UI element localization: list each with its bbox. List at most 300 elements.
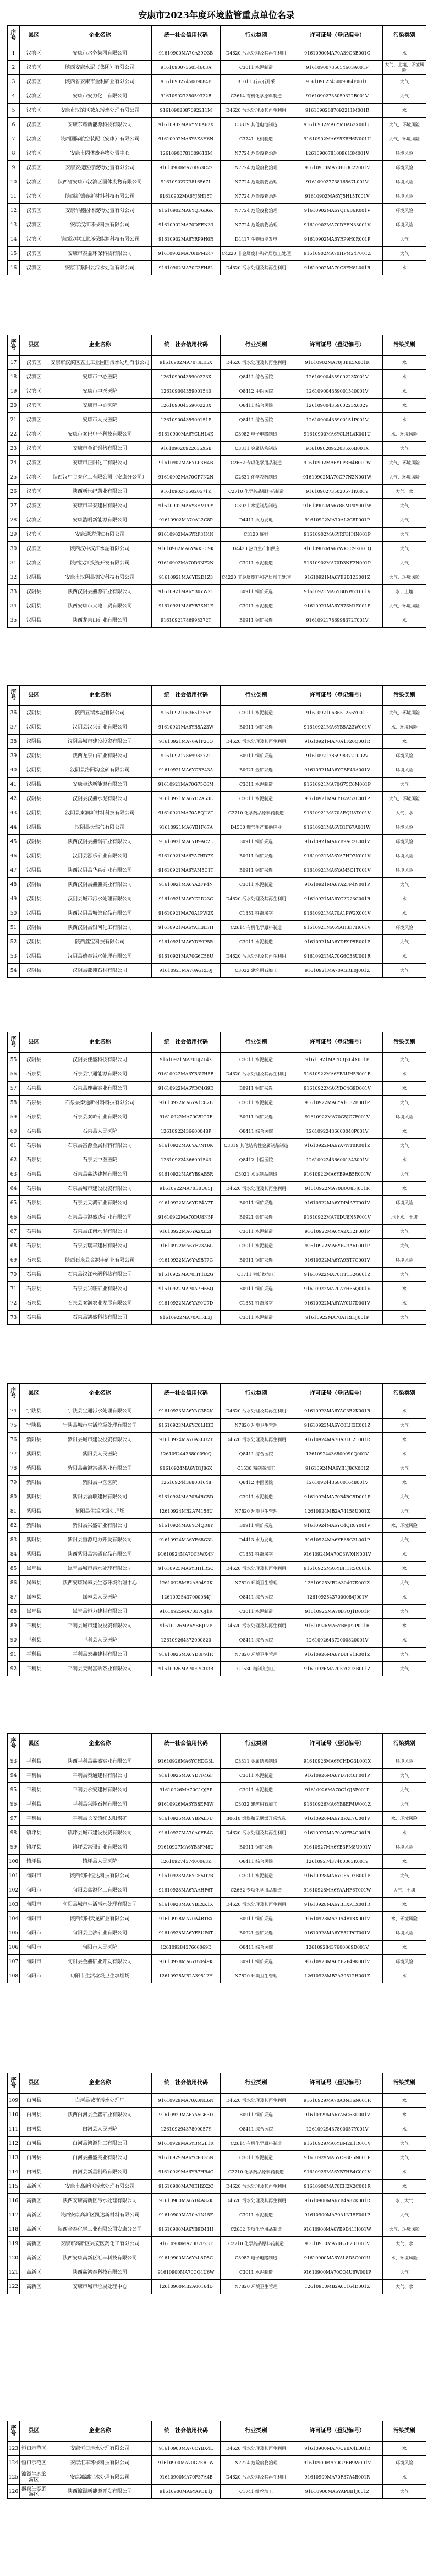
- company-name: 平利县永安建材有限公司: [48, 1783, 152, 1797]
- county-cell: 汉阴县: [20, 735, 48, 749]
- county-cell: 汉阴县: [20, 599, 48, 613]
- row-number: 13: [8, 218, 20, 232]
- license-number: 91610902773816567L001V: [292, 175, 383, 189]
- credit-code: 91610926MA6YCHDG3L: [152, 1754, 221, 1769]
- license-number: 91610921MA6YAH3E7H001V: [292, 921, 383, 935]
- credit-code: 12610927437400063K: [152, 1855, 221, 1869]
- credit-code: 91610922MA6YA7NT0K: [152, 1139, 221, 1153]
- row-number: 76: [8, 1433, 20, 1447]
- table-row: [8, 1648, 426, 1662]
- pollution-category: 环境风险: [383, 1196, 426, 1210]
- column-header: 行业类别: [221, 26, 292, 46]
- row-number: 86: [8, 1576, 20, 1590]
- license-number: 12610922436600048P001V: [292, 1124, 383, 1139]
- column-header: 统一社会信用代码: [152, 335, 221, 356]
- credit-code: 12610900435900223X: [152, 399, 221, 413]
- row-number: 60: [8, 1124, 20, 1139]
- license-number: 91610921MA70G6C58U001R: [292, 949, 383, 964]
- pollution-category: 水: [383, 1590, 426, 1605]
- company-name: 陕西鑫鸿泰科技有限公司: [48, 2265, 152, 2280]
- license-number: 91610922MA6YAY0U7D001V: [292, 1296, 383, 1311]
- license-number: 91610924MA6YB1J86X001Z: [292, 1461, 383, 1476]
- license-number: 91610922MA70DU8N5P001V: [292, 1210, 383, 1225]
- industry-category: D4620 污水处理及其再生利用: [221, 1619, 292, 1633]
- industry-category: B0911 铜矿采选: [221, 720, 292, 735]
- county-cell: 岚皋县: [20, 1576, 48, 1590]
- pollution-category: 环境风险: [383, 820, 426, 835]
- industry-category: C4220 非金属废料和碎屑加工处理: [221, 247, 292, 261]
- county-cell: 平利县: [20, 1633, 48, 1648]
- row-number: 90: [8, 1633, 20, 1648]
- license-number: 91610927MA6YB3FM8U001V: [292, 1840, 383, 1855]
- county-cell: 镇坪县: [20, 1840, 48, 1855]
- credit-code: 91610902MA70CP7N2N: [152, 470, 221, 485]
- industry-category: B0911 铜矿采选: [221, 1840, 292, 1855]
- row-number: 65: [8, 1196, 20, 1210]
- credit-code: 91610900MA6YCLHL4K: [152, 427, 221, 442]
- credit-code: 91610921MA6YB5A23W: [152, 720, 221, 735]
- license-number: 91610922MA6YDC4G9D001V: [292, 1082, 383, 1096]
- county-cell: 紫阳县: [20, 1447, 48, 1461]
- row-number: 75: [8, 1419, 20, 1433]
- column-header: 序号: [8, 1032, 20, 1053]
- license-number: 91610926MA6YD7R46F001P: [292, 1769, 383, 1783]
- pollution-category: 水、环境风险: [383, 2251, 426, 2265]
- table-row: [8, 792, 426, 806]
- license-number: 91610923MA6YAC3R2K001R: [292, 1404, 383, 1419]
- row-number: 40: [8, 763, 20, 778]
- pollution-category: 大气: [383, 1869, 426, 1883]
- industry-category: C3011 水泥制造: [221, 878, 292, 892]
- company-name: 安康市泰益环保科技有限公司: [48, 247, 152, 261]
- industry-category: B0911 铜矿采选: [221, 849, 292, 863]
- table-header-row: [8, 1032, 426, 1053]
- credit-code: 12610924436800090Q: [152, 1447, 221, 1461]
- credit-code: 91610902MA70DFEN33: [152, 218, 221, 232]
- license-number: 91610924MA70C3WX4N001V: [292, 1547, 383, 1562]
- industry-category: N7724 危险废物治理: [221, 146, 292, 161]
- license-number: 91610921MA70A1F20Q001R: [292, 735, 383, 749]
- credit-code: 91610922MA6YDC4G9D: [152, 1082, 221, 1096]
- company-name: 镇坪县城市建设投资有限公司: [48, 1826, 152, 1840]
- pollution-category: 水: [383, 2122, 426, 2137]
- license-number: 91610928MA70A4BT8X001V: [292, 1912, 383, 1926]
- county-cell: 石泉县: [20, 1110, 48, 1124]
- industry-category: N7724 危险废物治理: [221, 2456, 292, 2470]
- pollution-category: 水: [383, 356, 426, 370]
- industry-category: B0921 金矿采选: [221, 1210, 292, 1225]
- monitoring-units-table: [7, 25, 426, 275]
- credit-code: 91610926MA70C1QJ5P: [152, 1783, 221, 1797]
- company-name: 安康市中心医院: [48, 370, 152, 384]
- credit-code: 91610926MA6YB8EF4W: [152, 1797, 221, 1812]
- table-row: [8, 735, 426, 749]
- column-header: 统一社会信用代码: [152, 2073, 221, 2094]
- industry-category: B0911 铜矿采选: [221, 749, 292, 763]
- industry-category: B0911 铜矿采选: [221, 585, 292, 599]
- credit-code: 916109020922035X6B: [152, 442, 221, 456]
- county-cell: 平利县: [20, 1797, 48, 1812]
- pollution-category: 地下水、土壤: [383, 1210, 426, 1225]
- row-number: 80: [8, 1490, 20, 1504]
- pollution-category: 环境风险: [383, 175, 426, 189]
- credit-code: 12610928437600069D: [152, 1941, 221, 1955]
- credit-code: 91610902MA6Y5K8H6N: [152, 132, 221, 146]
- company-name: 宁陕县城市生活垃圾处理有限公司: [48, 1419, 152, 1433]
- company-name: 石泉县秦通新材料科技有限公司: [48, 1096, 152, 1110]
- pollution-category: 水、大气: [383, 2194, 426, 2208]
- industry-category: C3021 水泥制品制造: [221, 1167, 292, 1182]
- pollution-category: 大气: [383, 1783, 426, 1797]
- credit-code: 91610902MA70C3FH8L: [152, 261, 221, 275]
- license-number: 12610900435900223X001V: [292, 370, 383, 384]
- license-number: 91610922MA6YB3UH5B001R: [292, 1067, 383, 1082]
- pollution-category: 环境风险: [383, 1110, 426, 1124]
- industry-category: D4430 热力生产和供应: [221, 542, 292, 556]
- column-header: 行业类别: [221, 1734, 292, 1754]
- row-number: 106: [8, 1941, 20, 1955]
- company-name: 石泉县宇通能源有限公司: [48, 1067, 152, 1082]
- credit-code: 91610924MA70B4RC5D: [152, 1490, 221, 1504]
- county-cell: 石泉县: [20, 1239, 48, 1253]
- column-header: 统一社会信用代码: [152, 1384, 221, 1404]
- row-number: 33: [8, 585, 20, 599]
- column-header: 企业名称: [48, 686, 152, 706]
- credit-code: 91610922MA6YB3UH5B: [152, 1067, 221, 1082]
- license-number: 91610929MA6YA5G63D001V: [292, 2108, 383, 2122]
- county-cell: 石泉县: [20, 1282, 48, 1296]
- table-row: [8, 1196, 426, 1210]
- row-number: 4: [8, 89, 20, 104]
- column-header: 企业名称: [48, 26, 152, 46]
- monitoring-units-table: [7, 1383, 426, 1676]
- credit-code: 91610900MA6YAL8D5C: [152, 2251, 221, 2265]
- license-number: 91610902MA6YQF6B6K001V: [292, 204, 383, 218]
- credit-code: 91610922MA6YE23A6L: [152, 1239, 221, 1253]
- company-name: 陕西五瑞水泥有限公司: [48, 706, 152, 720]
- credit-code: 91610922MA6YA9BT7G: [152, 1253, 221, 1268]
- license-number: 12610928MB2A39512H001Z: [292, 1969, 383, 1983]
- monitoring-units-table: [7, 2421, 426, 2499]
- credit-code: 12610929437800057Y: [152, 2122, 221, 2137]
- license-number: 91610921MA70BJ2L4X001P: [292, 1053, 383, 1067]
- license-number: 91610921MA6YDE9P5R001P: [292, 935, 383, 949]
- company-name: 汉阴县秦润新材料科技有限公司: [48, 806, 152, 820]
- company-name: 安康恒口污水处理有限公司: [48, 2442, 152, 2456]
- industry-category: D4620 污水处理及其再生利用: [221, 2094, 292, 2108]
- company-name: 白河县鑫盛实业有限公司: [48, 2151, 152, 2165]
- table-row: [8, 1898, 426, 1912]
- license-number: 91610921MA70AGRE0J001Z: [292, 964, 383, 978]
- row-number: 57: [8, 1082, 20, 1096]
- county-cell: 汉滨区: [20, 456, 48, 470]
- table-row: [8, 2280, 426, 2294]
- industry-category: D4620 污水处理及其再生利用: [221, 2470, 292, 2485]
- company-name: 陕西白河县金鑫矿业有限公司: [48, 2108, 152, 2122]
- industry-category: C3011 水泥制造: [221, 556, 292, 570]
- license-number: 91610921786998372T001V: [292, 613, 383, 628]
- company-name: 石泉县秦润农业发展有限公司: [48, 1296, 152, 1311]
- license-number: 91610926MA6YBPAL7U001V: [292, 1812, 383, 1826]
- county-cell: 岚皋县: [20, 1562, 48, 1576]
- table-row: [8, 1182, 426, 1196]
- company-name: 石泉县秦岭矿业有限公司: [48, 1110, 152, 1124]
- industry-category: C1351 牲畜屠宰: [221, 1547, 292, 1562]
- column-header: 县区: [20, 2073, 48, 2094]
- county-cell: 汉滨区: [20, 118, 48, 132]
- pollution-category: 环境风险: [383, 189, 426, 204]
- county-cell: 紫阳县: [20, 1533, 48, 1547]
- license-number: 91610921MA6YC2D23C001R: [292, 892, 383, 906]
- table-row: [8, 1404, 426, 1419]
- row-number: 123: [8, 2442, 20, 2456]
- table-row: [8, 863, 426, 878]
- credit-code: 91610902MA70D3NF2N: [152, 556, 221, 570]
- company-name: 白河县新星制药有限公司: [48, 2165, 152, 2180]
- column-header: 污染类别: [383, 1032, 426, 1053]
- pollution-category: 水: [383, 1082, 426, 1096]
- county-cell: 石泉县: [20, 1253, 48, 1268]
- table-row: [8, 585, 426, 599]
- industry-category: C3011 水泥制造: [221, 1605, 292, 1619]
- pollution-category: 水: [383, 370, 426, 384]
- county-cell: 瀛湖生态旅游区: [20, 2485, 48, 2499]
- county-cell: 旬阳市: [20, 1941, 48, 1955]
- table-row: [8, 1883, 426, 1898]
- credit-code: 91610921MA70G6C58U: [152, 949, 221, 964]
- county-cell: 汉滨区: [20, 89, 48, 104]
- license-number: 91610928MA6YB2P49K001V: [292, 1955, 383, 1969]
- license-number: 91610902MA70HPM247001Z: [292, 247, 383, 261]
- table-row: [8, 1210, 426, 1225]
- table-row: [8, 1633, 426, 1648]
- company-name: 旬阳市生活垃圾卫生填埋场: [48, 1969, 152, 1983]
- county-cell: 石泉县: [20, 1096, 48, 1110]
- table-header-row: [8, 2073, 426, 2094]
- license-number: 91610900MA6YB9D41H001W: [292, 2222, 383, 2237]
- company-name: 石泉县金源盛达矿业有限公司: [48, 1210, 152, 1225]
- license-number: 12610900435900151P001V: [292, 413, 383, 427]
- company-name: 陕西龙泉山矿业有限公司: [48, 613, 152, 628]
- company-name: 白河县鸿源化工有限公司: [48, 2137, 152, 2151]
- credit-code: 91610922MA70DU8N5P: [152, 1210, 221, 1225]
- row-number: 41: [8, 778, 20, 792]
- pollution-category: 水: [383, 892, 426, 906]
- credit-code: 12610925MB2A30497K: [152, 1576, 221, 1590]
- industry-category: D4620 污水处理及其再生利用: [221, 356, 292, 370]
- pollution-category: 水、环境风险: [383, 1912, 426, 1926]
- credit-code: 91610902735059322B: [152, 89, 221, 104]
- pollution-category: 水: [383, 46, 426, 61]
- pollution-category: 大气、环境风险: [383, 118, 426, 132]
- pollution-category: 大气、土壤: [383, 1883, 426, 1898]
- county-cell: 紫阳县: [20, 1490, 48, 1504]
- table-row: [8, 427, 426, 442]
- credit-code: 126109264372000820: [152, 1633, 221, 1648]
- industry-category: C2614 有机化学原料制造: [221, 89, 292, 104]
- license-number: 12610924MB2A74158U001Z: [292, 1504, 383, 1519]
- industry-category: C1741 缫丝加工: [221, 2485, 292, 2499]
- license-number: 916109020922035X6B001X: [292, 442, 383, 456]
- company-name: 安康汉江环保科技有限公司: [48, 218, 152, 232]
- row-number: 73: [8, 1311, 20, 1325]
- credit-code: 91610928MA6YCF5D7B: [152, 1869, 221, 1883]
- column-header: 企业名称: [48, 2073, 152, 2094]
- industry-category: C3311 金属结构制造: [221, 1754, 292, 1769]
- pollution-category: 大气: [383, 1225, 426, 1239]
- company-name: 安康市高新区污水处理有限公司: [48, 2180, 152, 2194]
- license-number: 91610926MA6YCHDG3L001X: [292, 1754, 383, 1769]
- pollution-category: 大气、环境风险: [383, 792, 426, 806]
- license-number: 91610922MA6YB9AB5R001W: [292, 1167, 383, 1182]
- license-number: 91610926MA6YB8EF4W001Z: [292, 1797, 383, 1812]
- license-number: 91610900MA6YAL8D5C001U: [292, 2251, 383, 2265]
- county-cell: 旬阳市: [20, 1926, 48, 1941]
- pollution-category: 大气、水: [383, 2237, 426, 2251]
- credit-code: 91610921MA6YE2D1Z3: [152, 570, 221, 585]
- company-name: 安康市金汇钢构有限公司: [48, 442, 152, 456]
- pollution-category: 大气: [383, 499, 426, 513]
- county-cell: 汉滨区: [20, 427, 48, 442]
- table-row: [8, 2251, 426, 2265]
- column-header: 县区: [20, 1734, 48, 1754]
- pollution-category: 大气: [383, 1648, 426, 1662]
- table-row: [8, 1490, 426, 1504]
- industry-category: D4620 污水处理及其再生利用: [221, 261, 292, 275]
- table-row: [8, 1955, 426, 1969]
- county-cell: 宁陕县: [20, 1404, 48, 1419]
- pollution-category: 大气: [383, 1311, 426, 1325]
- company-name: 石泉县瑞丰建材有限公司: [48, 1239, 152, 1253]
- row-number: 85: [8, 1562, 20, 1576]
- pollution-category: 大气、环境风险: [383, 132, 426, 146]
- company-name: 安康汇丰环保科技有限公司: [48, 2456, 152, 2470]
- industry-category: B0911 铜矿采选: [221, 1912, 292, 1926]
- industry-category: Q8411 综合医院: [221, 1447, 292, 1461]
- county-cell: 旬阳市: [20, 1869, 48, 1883]
- industry-category: N7724 危险废物治理: [221, 175, 292, 189]
- county-cell: 汉阴县: [20, 921, 48, 935]
- row-number: 109: [8, 2094, 20, 2108]
- industry-category: C3741 飞机制造: [221, 132, 292, 146]
- county-cell: 宁陕县: [20, 1419, 48, 1433]
- credit-code: 91610921MA70AGRE0J: [152, 964, 221, 978]
- credit-code: 12610900435900151P: [152, 413, 221, 427]
- table-header-row: [8, 1384, 426, 1404]
- company-name: 陕西汉阴县银河化工有限公司: [48, 921, 152, 935]
- pollution-category: 水、环境风险: [383, 427, 426, 442]
- company-name: 紫阳县中医医院: [48, 1476, 152, 1490]
- row-number: 83: [8, 1533, 20, 1547]
- county-cell: 汉滨区: [20, 261, 48, 275]
- license-number: 91610900MA6YB4A82K001R: [292, 2194, 383, 2208]
- pollution-category: 大气: [383, 1139, 426, 1153]
- credit-code: 91610902MA6YRP9H0R: [152, 232, 221, 247]
- county-cell: 高新区: [20, 2180, 48, 2194]
- credit-code: 91610921MA70AEQU8T: [152, 806, 221, 820]
- row-number: 27: [8, 499, 20, 513]
- company-name: 白河县人民医院: [48, 2122, 152, 2137]
- county-cell: 紫阳县: [20, 1433, 48, 1447]
- county-cell: 石泉县: [20, 1311, 48, 1325]
- pollution-category: 大气: [383, 935, 426, 949]
- credit-code: 91610922MA6YB9AB5R: [152, 1167, 221, 1182]
- credit-code: 91610902MA6Y8EMP0Y: [152, 499, 221, 513]
- credit-code: 91610900MA70A1N15F: [152, 2208, 221, 2222]
- license-number: 91610900MA70F37A4B001R: [292, 2470, 383, 2485]
- license-number: 91610900MA70CQ4U6W001P: [292, 2265, 383, 2280]
- county-cell: 汉滨区: [20, 399, 48, 413]
- table-row: [8, 1461, 426, 1476]
- pollution-category: 环境风险: [383, 863, 426, 878]
- row-number: 64: [8, 1182, 20, 1196]
- company-name: 石泉县中医医院: [48, 1153, 152, 1167]
- table-row: [8, 2108, 426, 2122]
- table-row: [8, 1533, 426, 1547]
- industry-category: B0911 铜矿采选: [221, 1110, 292, 1124]
- table-page: [7, 2421, 426, 2499]
- table-row: [8, 370, 426, 384]
- table-row: [8, 413, 426, 427]
- company-name: 陕西省安康市汉滨区固体废物有限公司: [48, 175, 152, 189]
- company-name: 安康市汉阴县德安科技有限公司: [48, 570, 152, 585]
- row-number: 38: [8, 735, 20, 749]
- table-row: [8, 1433, 426, 1447]
- county-cell: 汉滨区: [20, 485, 48, 499]
- row-number: 74: [8, 1404, 20, 1419]
- table-row: [8, 1282, 426, 1296]
- credit-code: 91610902MA6YJ5H15T: [152, 189, 221, 204]
- industry-category: C2710 化学药品原料药制造: [221, 2237, 292, 2251]
- county-cell: 汉滨区: [20, 556, 48, 570]
- column-header: 县区: [20, 1384, 48, 1404]
- table-row: [8, 1082, 426, 1096]
- row-number: 15: [8, 247, 20, 261]
- license-number: 91610922MA6YA7NT0K001Z: [292, 1139, 383, 1153]
- company-name: 岚皋县城市污水处理有限公司: [48, 1562, 152, 1576]
- industry-category: D4620 污水处理及其再生利用: [221, 1826, 292, 1840]
- pollution-category: 大气、环境风险: [383, 706, 426, 720]
- industry-category: C3011 水泥制造: [221, 1311, 292, 1325]
- industry-category: D4620 污水处理及其再生利用: [221, 46, 292, 61]
- row-number: 21: [8, 413, 20, 427]
- county-cell: 汉阴县: [20, 763, 48, 778]
- company-name: 陕西石泉县金源丰矿业有限公司: [48, 1253, 152, 1268]
- industry-category: C3011 水泥制造: [221, 935, 292, 949]
- row-number: 1: [8, 46, 20, 61]
- column-header: 企业名称: [48, 2421, 152, 2442]
- credit-code: 91610924MA70C3WX4N: [152, 1547, 221, 1562]
- industry-category: B0911 铜矿采选: [221, 1196, 292, 1210]
- industry-category: Q8411 综合医院: [221, 1633, 292, 1648]
- pollution-category: 水: [383, 949, 426, 964]
- credit-code: 91610925MA6YBH1R5C: [152, 1562, 221, 1576]
- column-header: 县区: [20, 26, 48, 46]
- row-number: 72: [8, 1296, 20, 1311]
- credit-code: 91610921MA6YA7HD7K: [152, 849, 221, 863]
- row-number: 3: [8, 75, 20, 89]
- column-header: 序号: [8, 686, 20, 706]
- row-number: 53: [8, 949, 20, 964]
- county-cell: 平利县: [20, 1812, 48, 1826]
- company-name: 陕西汉中汉江水泥有限公司: [48, 542, 152, 556]
- company-name: 安康市固体废弃物处置中心: [48, 146, 152, 161]
- county-cell: 汉阴县: [20, 949, 48, 964]
- table-page: [7, 1733, 426, 1983]
- pollution-category: 大气、土壤、环境风险: [383, 61, 426, 75]
- column-header: 企业名称: [48, 1384, 152, 1404]
- license-number: 91610921MA6YB7SN1E001P: [292, 599, 383, 613]
